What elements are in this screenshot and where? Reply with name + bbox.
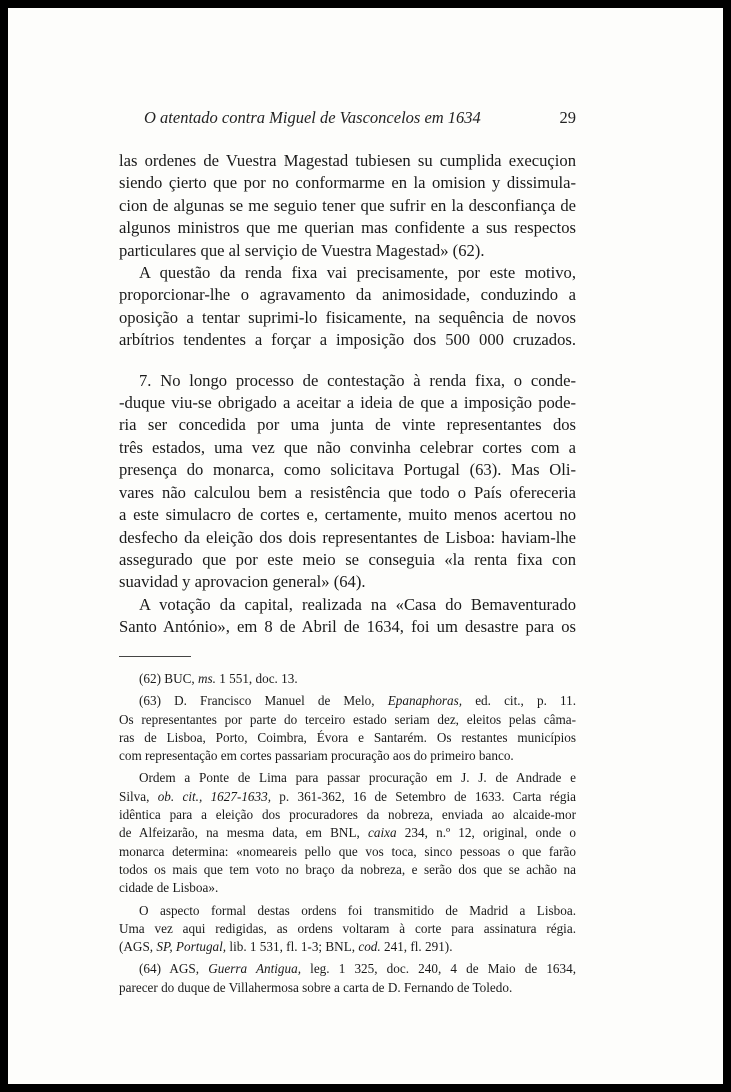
note-text-italic: SP,	[156, 939, 173, 955]
footnote-rule	[119, 656, 191, 657]
text-line: assegurado que por este meio se conseguia «la renta fixa con	[119, 549, 576, 569]
paragraph-renda-fixa	[119, 262, 576, 352]
book-page	[8, 8, 723, 1084]
text-line: três estados, uma vez que não convinha celebrar cortes com a	[119, 437, 576, 457]
note-text: cidade de Lisboa».	[119, 880, 219, 896]
text-line: arbítrios tendentes a forçar a imposição dos 500 000 cruzados.	[119, 330, 576, 350]
text-line: proporcionar-lhe o agravamento da animosidade, conduzindo a	[119, 285, 576, 305]
paragraph-votacao	[119, 594, 576, 639]
note-text: (64) AGS,	[139, 961, 209, 977]
text-line: a este simulacro de cortes e, certamente, muito menos acertou no	[119, 505, 576, 525]
note-line	[119, 843, 576, 861]
note-line	[119, 902, 576, 920]
text-line: particulares que al serviçio de Vuestra Magestad» (62).	[119, 240, 485, 260]
note-text-italic: caixa	[368, 825, 397, 841]
note-text: leg. 1 325, doc. 240, 4 de Maio de 1634,	[301, 961, 576, 977]
footnote-63	[119, 692, 576, 765]
note-line	[119, 938, 576, 956]
footnote-63-aspecto	[119, 902, 576, 957]
page-number: 29	[559, 108, 576, 127]
note-line	[119, 879, 576, 897]
note-text-italic: ob. cit.,	[157, 788, 203, 804]
text-line: ria ser concedida por uma junta de vinte representantes dos	[119, 415, 576, 435]
note-text-italic: 1627-1633,	[210, 788, 272, 804]
note-text: Os representantes por parte do terceiro estado seriam dez, eleitos pelas câma-	[119, 711, 576, 727]
note-text: de Alfeizarão, na mesma data, em BNL,	[119, 825, 369, 841]
note-text: (AGS,	[119, 939, 157, 955]
note-text: 234, n.º 12, original, onde o	[396, 825, 576, 841]
text-line: algunos ministros que me querian mas confidente a sus respectos	[119, 218, 576, 238]
note-text	[202, 789, 210, 804]
note-text-italic: Guerra Antigua,	[208, 961, 302, 977]
note-text: O aspecto formal destas ordens foi transmitido de Madrid a Lisboa.	[139, 902, 576, 918]
note-line	[119, 861, 576, 879]
note-text-italic: Epanaphoras,	[387, 693, 463, 709]
note-text: lib. 1 531, fl. 1-3; BNL,	[226, 939, 359, 955]
note-line	[119, 729, 576, 747]
note-line	[119, 769, 576, 787]
body-text	[119, 150, 576, 639]
footnote-63-ordem	[119, 769, 576, 897]
note-text: Silva,	[119, 788, 158, 804]
text-line: A questão da renda fixa vai precisamente, por este motivo,	[139, 263, 576, 283]
note-text: todos os mais que tem voto no braço da nobreza, e serão dos que se achão na	[119, 861, 576, 877]
text-line: -duque viu-se obrigado a aceitar a ideia de que a imposição pode-	[119, 393, 576, 413]
text-line: presença do monarca, como solicitava Portugal (63). Mas Oli-	[119, 460, 576, 480]
note-text: parecer do duque de Villahermosa sobre a carta de D. Fernando de Toledo.	[119, 979, 513, 995]
text-line: 7. No longo processo de contestação à renda fixa, o conde-	[139, 370, 576, 390]
running-title: O atentado contra Miguel de Vasconcelos em 1634	[144, 108, 481, 127]
note-text: (62) BUC,	[139, 671, 198, 686]
text-line: suavidad y aprovacion general» (64).	[119, 572, 366, 592]
note-text: p. 361-362, 16 de Setembro de 1633. Carta régia	[271, 788, 577, 804]
note-line	[119, 806, 576, 824]
note-text: com representação em cortes passariam procuração aos do primeiro banco.	[119, 748, 514, 764]
note-line	[119, 747, 576, 765]
note-line	[119, 979, 576, 997]
note-line	[119, 692, 576, 710]
note-text: (63) D. Francisco Manuel de Melo,	[139, 693, 388, 709]
paragraph-quote-end	[119, 150, 576, 262]
text-line: cion de algunas se me seguio tener que sufrir en la desconfiança de	[119, 195, 576, 215]
note-text: ras de Lisboa, Porto, Coimbra, Évora e Santarém. Os restantes municípios	[119, 729, 576, 745]
text-line: A votação da capital, realizada na «Casa do Bemaventurado	[139, 594, 576, 614]
text-line: Santo António», em 8 de Abril de 1634, foi um desastre para os	[119, 617, 576, 637]
note-line	[119, 824, 576, 842]
note-text: 241, fl. 291).	[380, 939, 453, 955]
note-text-italic: cod.	[358, 939, 381, 955]
note-line	[119, 960, 576, 978]
note-text: ed. cit., p. 11.	[462, 693, 576, 709]
note-text: Ordem a Ponte de Lima para passar procuração em J. J. de Andrade e	[139, 770, 576, 786]
note-text-italic: Portugal,	[175, 939, 227, 955]
note-text: monarca determina: «nomeareis pello que vos toca, sinco pessoas o que farão	[119, 843, 576, 859]
footnote-62	[119, 670, 576, 688]
footnotes	[119, 670, 576, 997]
text-line: desfecho da eleição dos dois representantes de Lisboa: haviam-lhe	[119, 527, 576, 547]
text-line: las ordenes de Vuestra Magestad tubiesen su cumplida execuçion	[119, 151, 576, 170]
note-text: idêntica para a eleição dos procuradores da nobreza, enviada ao alcaide-mor	[119, 807, 576, 823]
footnote-64	[119, 960, 576, 997]
paragraph-section-7	[119, 370, 576, 594]
note-text: 1 551, doc. 13.	[215, 671, 298, 686]
note-text-italic: ms.	[197, 671, 216, 686]
text-line: oposição a tentar suprimi-lo fisicamente, na sequência de novos	[119, 307, 576, 327]
text-line: siendo çierto que por no conformarme en la omision y dissimula-	[119, 173, 576, 193]
note-line	[119, 788, 576, 806]
note-text: Uma vez aqui redigidas, as ordens voltaram à corte para assinatura régia.	[119, 920, 576, 936]
text-line: vares não calculou bem a resistência que todo o País ofereceria	[119, 482, 576, 502]
note-line	[119, 920, 576, 938]
running-header	[144, 108, 576, 128]
note-line	[119, 711, 576, 729]
